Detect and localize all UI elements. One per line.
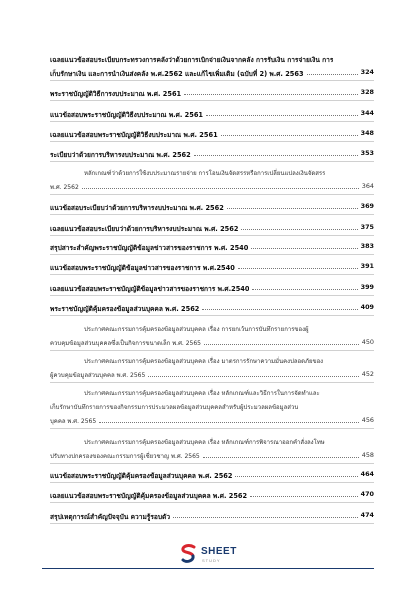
entry-separator	[50, 463, 374, 464]
toc-entry-page-number[interactable]: 324	[360, 68, 374, 76]
toc-entry-page-number[interactable]: 464	[360, 470, 374, 478]
toc-entry-page-number[interactable]: 364	[361, 182, 374, 190]
entry-separator	[50, 214, 374, 215]
toc-entry-page-number[interactable]: 369	[360, 202, 374, 210]
dot-leader	[194, 155, 358, 156]
toc-entry-title-line: ผู้ควบคุมข้อมูลส่วนบุคคล พ.ศ. 2565	[50, 372, 146, 379]
sheet-study-logo	[180, 543, 240, 565]
toc-entry-page-number[interactable]: 470	[360, 490, 374, 498]
toc-entry-page-number[interactable]: 348	[360, 129, 374, 137]
entry-separator	[50, 350, 374, 351]
entry-separator	[50, 523, 374, 524]
toc-entry-title-line: ประกาศคณะกรรมการคุ้มครองข้อมูลส่วนบุคคล เรื่อง มาตรการรักษาความมั่นคงปลอดภัยของ	[84, 358, 324, 365]
toc-entry-title-line: ประกาศคณะกรรมการคุ้มครองข้อมูลส่วนบุคคล เรื่อง การยกเว้นการบันทึกรายการของผู้	[84, 326, 309, 333]
toc-entry-page-number[interactable]: 353	[360, 149, 374, 157]
toc-entry-title-line: ประกาศคณะกรรมการคุ้มครองข้อมูลส่วนบุคคล เรื่อง หลักเกณฑ์และวิธีการในการจัดทำและ	[84, 390, 320, 397]
toc-entry-title-line: แนวข้อสอบระเบียบว่าด้วยการบริหารงบประมาณ พ.ศ. 2562	[50, 204, 224, 212]
dot-leader	[204, 344, 359, 345]
dot-leader	[206, 115, 358, 116]
entry-separator	[50, 254, 374, 255]
logo-subtitle: STUDY	[202, 558, 221, 563]
toc-entry-title-line: หลักเกณฑ์ว่าด้วยการใช้งบประมาณรายจ่าย การโอนเงินจัดสรรหรือการเปลี่ยนแปลงเงินจัดสรร	[84, 170, 326, 177]
toc-entry-title-line: ระเบียบว่าด้วยการบริหารงบประมาณ พ.ศ. 2562	[50, 151, 191, 159]
toc-entry-page-number[interactable]: 450	[361, 338, 374, 346]
toc-entry-title-line: เก็บรักษาเงิน และการนำเงินส่งคลัง พ.ศ.2562 และแก้ไขเพิ่มเติม (ฉบับที่ 2) พ.ศ. 2563	[50, 70, 304, 78]
toc-entry-title-line: เฉลยแนวข้อสอบระเบียบกระทรวงการคลังว่าด้วยการเบิกจ่ายเงินจากคลัง การรับเงิน การจ่ายเงิน การ	[50, 56, 334, 64]
logo-name: SHEET	[201, 546, 237, 557]
toc-entry-page-number[interactable]: 383	[360, 242, 374, 250]
toc-entry-title-line: แนวข้อสอบพระราชบัญญัติข้อมูลข่าวสารของราชการ พ.ศ.2540	[50, 264, 235, 272]
entry-separator	[50, 235, 374, 236]
entry-separator	[50, 161, 374, 162]
toc-entry-title-line: แนวข้อสอบพระราชบัญญัติวิธีงบประมาณ พ.ศ. 2561	[50, 111, 204, 119]
entry-separator	[50, 80, 374, 81]
toc-entry-title-line: สรุปเหตุการณ์สำคัญปัจจุบัน ความรู้รอบตัว	[50, 513, 171, 521]
dot-leader	[235, 476, 357, 477]
dot-leader	[148, 376, 358, 377]
footer-rule	[42, 568, 374, 569]
toc-entry-title-line: ควบคุมข้อมูลส่วนบุคคลซึ่งเป็นกิจการขนาดเล็ก พ.ศ. 2565	[50, 340, 201, 347]
dot-leader	[241, 229, 357, 230]
dot-leader	[82, 188, 359, 189]
toc-entry-title-line: ประกาศคณะกรรมการคุ้มครองข้อมูลส่วนบุคคล เรื่อง หลักเกณฑ์การพิจารณาออกคำสั่งลงโทษ	[84, 439, 325, 446]
toc-entry-page-number[interactable]: 456	[361, 416, 374, 424]
toc-entry-page-number[interactable]: 344	[360, 109, 374, 117]
dot-leader	[238, 268, 358, 269]
toc-entry-page-number[interactable]: 452	[361, 370, 374, 378]
entry-separator	[50, 121, 374, 122]
dot-leader	[252, 289, 357, 290]
entry-separator	[50, 274, 374, 275]
toc-entry-title-line: ปรับทางปกครองของคณะกรรมการผู้เชี่ยวชาญ พ.ศ. 2565	[50, 453, 200, 460]
entry-separator	[50, 382, 374, 383]
entry-separator	[50, 428, 374, 429]
entry-separator	[50, 194, 374, 195]
toc-entry-page-number[interactable]: 391	[360, 262, 374, 270]
toc-entry-page-number[interactable]: 458	[361, 451, 374, 459]
toc-entry-title-line: พ.ศ. 2562	[50, 184, 79, 191]
entry-separator	[50, 482, 374, 483]
toc-entry-page-number[interactable]: 409	[360, 303, 374, 311]
dot-leader	[251, 248, 357, 249]
toc-entry-page-number[interactable]: 375	[360, 223, 374, 231]
s-logo-icon	[180, 544, 198, 564]
dot-leader	[307, 74, 358, 75]
toc-entry-title-line: เก็บรักษาบันทึกรายการของกิจกรรมการประมวลผลข้อมูลส่วนบุคคลสำหรับผู้ประมวลผลข้อมูลส่วน	[50, 404, 299, 411]
entry-separator	[50, 100, 374, 101]
toc-entry-title-line: บุคคล พ.ศ. 2565	[50, 418, 97, 425]
toc-entry-title-line: เฉลยแนวข้อสอบระเบียบว่าด้วยการบริหารงบประมาณ พ.ศ. 2562	[50, 225, 239, 233]
toc-entry-title-line: พระราชบัญญัติคุ้มครองข้อมูลส่วนบุคคล พ.ศ. 2562	[50, 305, 200, 313]
dot-leader	[173, 517, 358, 518]
toc-entry-title-line: เฉลยแนวข้อสอบพระราชบัญญัติวิธีงบประมาณ พ.ศ. 2561	[50, 131, 218, 139]
dot-leader	[227, 208, 358, 209]
toc-entry-title-line: เฉลยแนวข้อสอบพระราชบัญญัติคุ้มครองข้อมูลส่วนบุคคล พ.ศ. 2562	[50, 492, 248, 500]
toc-entry-title-line: พระราชบัญญัติวิธีการงบประมาณ พ.ศ. 2561	[50, 90, 182, 98]
entry-separator	[50, 502, 374, 503]
toc-entry-page-number[interactable]: 328	[360, 88, 374, 96]
dot-leader	[99, 422, 359, 423]
dot-leader	[202, 309, 357, 310]
entry-separator	[50, 295, 374, 296]
dot-leader	[184, 94, 358, 95]
toc-entry-title-line: เฉลยแนวข้อสอบพระราชบัญญัติข้อมูลข่าวสารของราชการ พ.ศ.2540	[50, 285, 250, 293]
entry-separator	[50, 315, 374, 316]
toc-entry-page-number[interactable]: 399	[360, 283, 374, 291]
dot-leader	[221, 135, 358, 136]
toc-entry-title-line: แนวข้อสอบพระราชบัญญัติคุ้มครองข้อมูลส่วนบุคคล พ.ศ. 2562	[50, 472, 233, 480]
dot-leader	[250, 496, 358, 497]
toc-entry-title-line: สรุปสาระสำคัญพระราชบัญญัติข้อมูลข่าวสารของราชการ พ.ศ. 2540	[50, 244, 249, 252]
entry-separator	[50, 141, 374, 142]
dot-leader	[203, 457, 359, 458]
toc-entry-page-number[interactable]: 474	[360, 511, 374, 519]
